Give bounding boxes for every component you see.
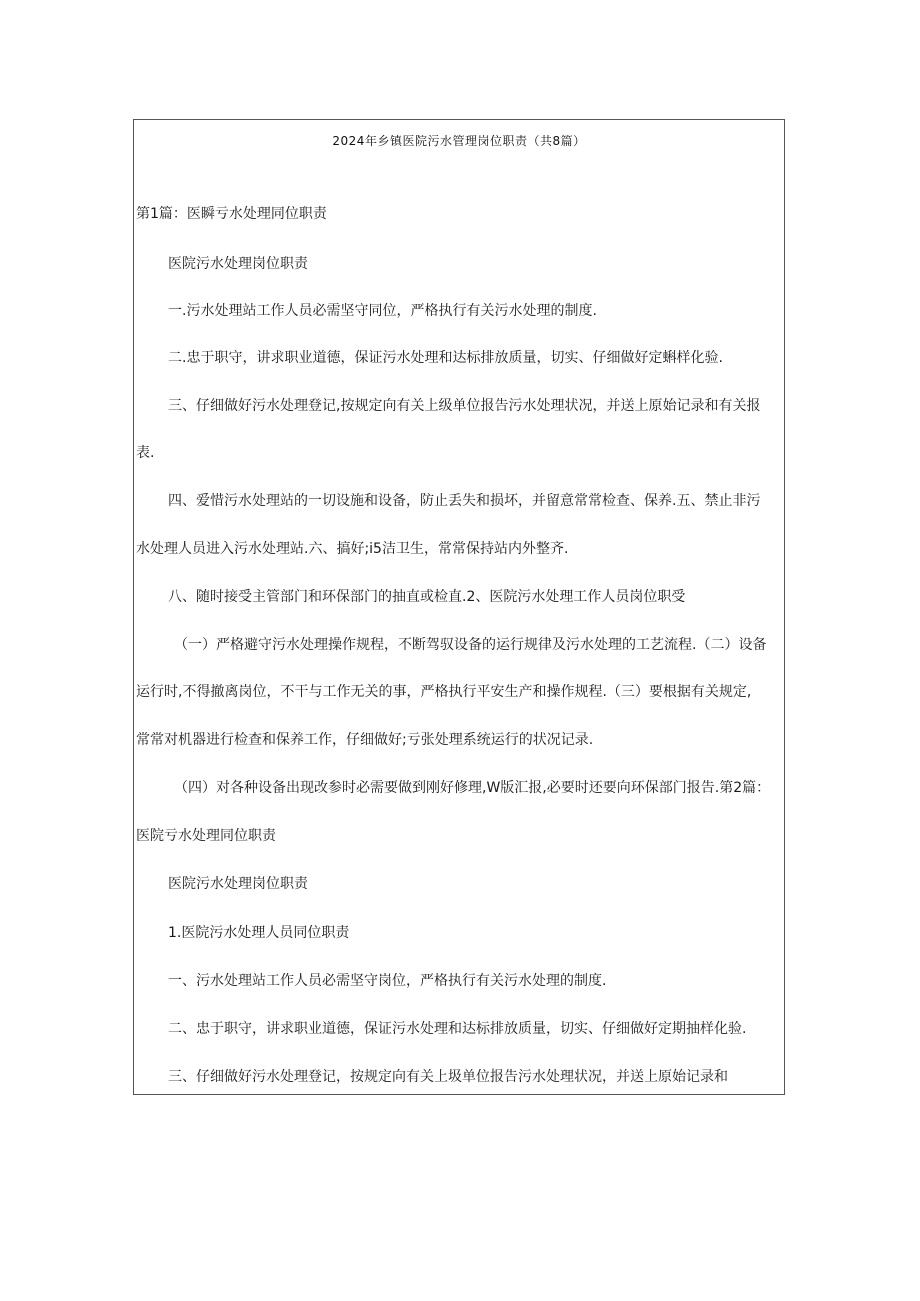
paragraph-line: 常常对机器进行检查和保养工作，仔细做好;亏张处理系统运行的状况记录. [136, 732, 594, 748]
section-heading: 第1篇：医瞬亏水处理同位职责 [136, 206, 327, 222]
paragraph-line: 三、仔细做好污水处理登记，按规定向有关上圾单位报告污水处理状况，并送上原始记录和 [168, 1069, 728, 1085]
section-heading: 医院亏水处理同位职责 [136, 828, 276, 844]
paragraph-line: 运行时,不得撤离岗位，不干与工作无关的事，严格执行平安生产和操作规程.（三）要根据有关规定, [136, 684, 752, 700]
paragraph-line: 一.污水处理站工作人员必需坚守同位，严格执行有关污水处理的制度. [168, 303, 597, 319]
paragraph-line: 医院污水处理岗位职责 [168, 256, 308, 272]
paragraph-line: 医院污水处理岗位职责 [168, 876, 308, 892]
paragraph-line: 八、随时接受主管部门和环保部门的抽直或检直.2、医院污水处理工作人员岗位职受 [168, 589, 686, 605]
paragraph-line: （一）严格避守污水处理操作规程，不断驾驭设备的运行规律及污水处理的工艺流程.（二）设备 [174, 637, 767, 653]
paragraph-line: 1.医院污水处理人员同位职责 [168, 925, 350, 941]
paragraph-line: 水处理人员进入污水处理站.六、搞好;i5洁卫生，常常保持站内外整齐. [136, 541, 569, 557]
document-page [133, 119, 785, 1095]
paragraph-line: 四、爱惜污水处理站的一切设施和设备，防止丢失和损坏，并留意常常检查、保养.五、禁止非污 [168, 493, 761, 509]
paragraph-line: （四）对各种设备出现改参时必需要做到刚好修理,W版汇报,必要时还要向环保部门报告.第2篇： [174, 780, 771, 796]
paragraph-line: 表. [136, 445, 155, 461]
paragraph-line: 二、忠于职守，讲求职业道德，保证污水处理和达标排放质量，切实、仔细做好定期抽样化验. [168, 1021, 747, 1037]
paragraph-line: 三、仔细做好污水处理登记,按规定向有关上级单位报告污水处理状况，并送上原始记录和有关报 [168, 398, 761, 414]
paragraph-line: 二.忠于职守，讲求职业道德，保证污水处理和达标排放质量，切实、仔细做好定蝌样化验. [168, 350, 723, 366]
document-title: 2024年乡镇医院污水管理岗位职责（共8篇） [332, 134, 586, 148]
paragraph-line: 一、污水处理站工作人员必需坚守岗位，严格执行有关污水处理的制度. [168, 973, 607, 989]
